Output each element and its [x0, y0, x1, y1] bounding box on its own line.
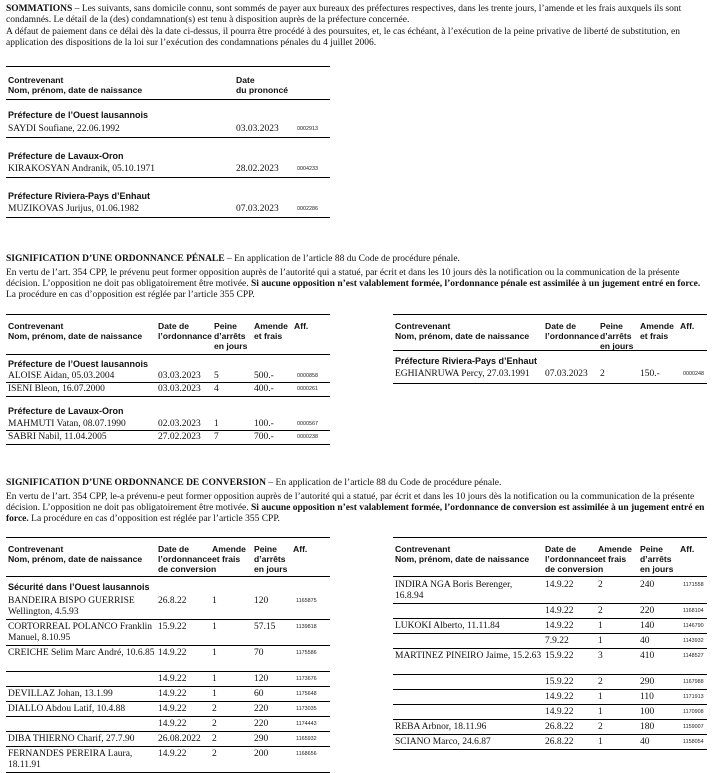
amende-value: 2 [598, 677, 603, 687]
date-ordonnance: 15.9.22 [158, 622, 187, 632]
aff-number: 1170908 [683, 709, 704, 715]
header-contrevenant: Contrevenant Nom, prénom, date de naissance [395, 544, 530, 564]
aff-number: 0000261 [297, 386, 318, 392]
aff-number: 0004233 [297, 166, 318, 172]
aff-number: 1165875 [296, 598, 317, 604]
date-ordonnance: 14.9.22 [545, 580, 574, 590]
date-ordonnance: 02.03.2023 [158, 419, 201, 429]
row-rule [393, 719, 707, 720]
amende-value: 150.- [640, 369, 660, 379]
conversion-title-line: SIGNIFICATION D’UNE ORDONNANCE DE CONVERSION – En application de l’article 88 du Code de procédure pénale. [6, 478, 502, 488]
amende-value: 500.- [254, 371, 274, 381]
contrevenant-name: CREICHE Selim Marc André, 10.6.85 [8, 648, 155, 658]
amende-value: 2 [212, 749, 217, 759]
header-peine: Peine d’arrêts en jours [214, 321, 248, 351]
contrevenant-name: MAHMUTI Vatan, 08.07.1990 [8, 419, 126, 429]
header-aff: Aff. [293, 544, 308, 554]
header-aff: Aff. [680, 321, 695, 331]
peine-value: 2 [600, 369, 605, 379]
prefecture-heading: Préfecture de Lavaux-Oron [8, 406, 124, 416]
header-amende: Amende et frais [254, 321, 288, 341]
prefecture-heading: Préfecture Riviera-Pays d’Enhaut [8, 191, 151, 201]
contrevenant-name: DIALLO Abdou Latif, 10.4.88 [8, 704, 126, 714]
penale-paragraph: En vertu de l’art. 354 CPP, le prévenu peut former opposition auprès de l’autorité qui a statué, par écrit et dans les 10 jours dès la notification ou la communication de la présente décision. L’opposition ne doit pas obligatoirement être motivée. Si aucune opposition n’est valablement formée, l’ordonnance pénale est assimilée à un jugement entré en force. La procédure en cas d’opposition est réglée par l’article 355 CPP. [6, 268, 701, 301]
date-ordonnance: 26.8.22 [545, 722, 574, 732]
date-ordonnance: 14.9.22 [545, 621, 574, 631]
contrevenant-name: EGHIANRUWA Percy, 27.03.1991 [395, 369, 530, 379]
header-aff: Aff. [294, 321, 309, 331]
sommations-paragraph: SOMMATIONS – Les suivants, sans domicile connu, sont sommés de payer aux bureaux des préfectures respectives, dans les trente jours, l’amende et les frais auxquels ils sont condamnés. Le détail de la (des) condamnation(s) est tenu à disposition auprès de la préfecture concernée. [6, 4, 682, 26]
amende-value: 1 [212, 622, 217, 632]
amende-value: 1 [598, 621, 603, 631]
amende-value: 1 [598, 737, 603, 747]
aff-number: 1158054 [683, 739, 704, 745]
peine-value: 1 [214, 419, 219, 429]
aff-number: 1167988 [683, 679, 704, 685]
aff-number: 1173035 [296, 706, 317, 712]
amende-value: 2 [212, 704, 217, 714]
row-rule [6, 444, 330, 445]
aff-number: 1139818 [296, 624, 317, 630]
row-rule [393, 734, 707, 735]
date-ordonnance: 07.03.2023 [545, 369, 588, 379]
header-date-ordonnance: Date de l’ordonnance [545, 321, 599, 341]
aff-number: 0002286 [297, 206, 318, 212]
aff-number: 0000238 [297, 434, 318, 440]
peine-value: 120 [254, 596, 269, 606]
peine-value: 220 [254, 704, 269, 714]
row-rule [6, 686, 330, 687]
table-rule [6, 66, 330, 67]
row-rule [393, 689, 707, 690]
row-rule [393, 633, 707, 634]
peine-value: 60 [254, 689, 264, 699]
conversion-title: SIGNIFICATION D’UNE ORDONNANCE DE CONVERSION [6, 478, 267, 488]
aff-number: 1175648 [296, 691, 317, 697]
peine-value: 40 [640, 636, 650, 646]
aff-number: 1174443 [296, 721, 317, 727]
table-rule [393, 537, 707, 538]
header-contrevenant: Contrevenant Nom, prénom, date de naissance [8, 544, 143, 564]
table-rule [393, 314, 707, 315]
row-rule [6, 716, 330, 717]
peine-value: 240 [640, 580, 655, 590]
amende-value: 2 [598, 722, 603, 732]
header-date-ordonnance: Date de l’ordonnance de conversion [545, 544, 604, 574]
peine-value: 290 [640, 677, 655, 687]
peine-value: 7 [214, 432, 219, 442]
aff-number: 0000858 [297, 373, 318, 379]
contrevenant-name: ISENI Bleon, 16.07.2000 [8, 384, 105, 394]
row-rule [6, 177, 330, 178]
aff-number: 1171913 [683, 694, 704, 700]
aff-number: 1143932 [683, 638, 704, 644]
date-ordonnance: 7.9.22 [545, 636, 569, 646]
date-ordonnance: 14.9.22 [545, 707, 574, 717]
table-rule [393, 350, 707, 351]
amende-value: 400.- [254, 384, 274, 394]
date-ordonnance: 14.9.22 [158, 749, 187, 759]
peine-value: 220 [640, 606, 655, 616]
aff-number: 1165932 [296, 736, 317, 742]
date-ordonnance: 14.9.22 [158, 689, 187, 699]
contrevenant-name: FERNANDES PEREIRA Laura, 18.11.91 [8, 749, 133, 770]
contrevenant-name: SAYDI Soufiane, 22.06.1992 [8, 124, 120, 134]
amende-value: 100.- [254, 419, 274, 429]
peine-value: 120 [254, 674, 269, 684]
prefecture-heading: Préfecture de Lavaux-Oron [8, 151, 124, 161]
header-amende: Amende et frais [212, 544, 246, 564]
contrevenant-name: LUKOKI Alberto, 11.11.84 [395, 621, 500, 631]
amende-value: 2 [598, 580, 603, 590]
row-rule [393, 648, 707, 649]
amende-value: 2 [212, 719, 217, 729]
table-rule [6, 354, 330, 355]
aff-number: 1173676 [296, 676, 317, 682]
aff-number: 1171558 [683, 582, 704, 588]
contrevenant-name: INDIRA NGA Boris Berenger, 16.8.94 [395, 580, 513, 601]
date-ordonnance: 03.03.2023 [158, 371, 201, 381]
row-rule [6, 619, 330, 620]
peine-value: 410 [640, 651, 655, 661]
peine-value: 180 [640, 722, 655, 732]
date-prononce: 03.03.2023 [236, 124, 279, 134]
amende-value: 700.- [254, 432, 274, 442]
date-ordonnance: 15.9.22 [545, 677, 574, 687]
aff-number: 1168104 [683, 608, 704, 614]
peine-value: 57.15 [254, 622, 276, 632]
peine-value: 140 [640, 621, 655, 631]
header-peine: Peine d’arrêts en jours [254, 544, 288, 574]
amende-value: 1 [212, 674, 217, 684]
aff-number: 1146790 [683, 623, 704, 629]
aff-number: 1175586 [296, 650, 317, 656]
aff-number: 1168656 [296, 751, 317, 757]
prefecture-heading: Sécurité dans l’Ouest lausannois [8, 582, 150, 592]
amende-value: 1 [212, 596, 217, 606]
date-ordonnance: 27.02.2023 [158, 432, 201, 442]
peine-value: 5 [214, 371, 219, 381]
header-aff: Aff. [680, 544, 695, 554]
sommations-paragraph-2: A défaut de paiement dans ce délai dès la date ci-dessus, il pourra être procédé à des poursuites, et, le cas échéant, à l’exécution de la peine privative de liberté de substitution, en application des dispositions de la loi sur l’exécution des condamnations pénales du 4 juillet 2006. [6, 27, 680, 49]
date-prononce: 07.03.2023 [236, 204, 279, 214]
row-rule [393, 618, 707, 619]
header-date: Date du prononcé [236, 75, 289, 95]
date-ordonnance: 26.8.22 [158, 596, 187, 606]
contrevenant-name: REBA Arbnor, 18.11.96 [395, 722, 487, 732]
header-amende: Amende et frais [598, 544, 632, 564]
row-rule [6, 396, 330, 397]
date-prononce: 28.02.2023 [236, 164, 279, 174]
contrevenant-name: MARTINEZ PINEIRO Jaime, 15.2.63 [395, 651, 542, 661]
row-rule [393, 704, 707, 705]
date-ordonnance: 15.9.22 [545, 651, 574, 661]
date-ordonnance: 14.9.22 [545, 692, 574, 702]
aff-number: 1159007 [683, 724, 704, 730]
peine-value: 100 [640, 707, 655, 717]
prefecture-heading: Préfecture de l’Ouest lausannois [8, 110, 149, 120]
peine-value: 220 [254, 719, 269, 729]
table-rule [6, 537, 330, 538]
table-rule [6, 314, 330, 315]
header-date-ordonnance: Date de l’ordonnance de conversion [158, 544, 217, 574]
penale-title-line: SIGNIFICATION D’UNE ORDONNANCE PÉNALE – En application de l’article 88 du Code de procédure pénale. [6, 254, 460, 264]
sommations-title: SOMMATIONS [6, 4, 73, 14]
table-rule [6, 576, 330, 577]
amende-value: 1 [598, 692, 603, 702]
row-rule [6, 645, 330, 646]
row-rule [6, 430, 330, 431]
header-date-ordonnance: Date de l’ordonnance [158, 321, 212, 341]
row-rule [6, 382, 330, 383]
penale-title: SIGNIFICATION D’UNE ORDONNANCE PÉNALE [6, 254, 225, 264]
contrevenant-name: CORTORREAL POLANCO Franklin Manuel, 8.10.95 [8, 622, 153, 643]
row-rule [6, 731, 330, 732]
header-contrevenant: Contrevenant Nom, prénom, date de naissance [8, 321, 143, 341]
row-rule [393, 749, 707, 750]
date-ordonnance: 14.9.22 [158, 704, 187, 714]
row-rule [393, 383, 707, 384]
row-rule [393, 603, 707, 604]
aff-number: 0000567 [297, 421, 318, 427]
date-ordonnance: 14.9.22 [158, 674, 187, 684]
amende-value: 2 [598, 606, 603, 616]
amende-value: 3 [598, 651, 603, 661]
header-amende: Amende et frais [640, 321, 674, 341]
row-rule [6, 701, 330, 702]
row-rule [393, 674, 707, 675]
prefecture-heading: Préfecture de l’Ouest lausannois [8, 359, 149, 369]
row-rule [6, 137, 330, 138]
peine-value: 200 [254, 749, 269, 759]
amende-value: 1 [212, 689, 217, 699]
header-contrevenant: Contrevenant Nom, prénom, date de naissance [8, 75, 143, 95]
contrevenant-name: DIBA THIERNO Charif, 27.7.90 [8, 734, 135, 744]
amende-value: 1 [598, 636, 603, 646]
date-ordonnance: 14.9.22 [158, 648, 187, 658]
aff-number: 0002913 [297, 126, 318, 132]
contrevenant-name: BANDEIRA BISPO GUERRISE Wellington, 4.5.93 [8, 596, 135, 617]
date-ordonnance: 03.03.2023 [158, 384, 201, 394]
contrevenant-name: DEVILLAZ Johan, 13.1.99 [8, 689, 113, 699]
aff-number: 0000248 [683, 371, 704, 377]
peine-value: 4 [214, 384, 219, 394]
row-rule [6, 746, 330, 747]
date-ordonnance: 26.8.22 [545, 737, 574, 747]
contrevenant-name: KIRAKOSYAN Andranik, 05.10.1971 [8, 164, 155, 174]
date-ordonnance: 14.9.22 [545, 606, 574, 616]
amende-value: 2 [212, 734, 217, 744]
header-peine: Peine d’arrêts en jours [600, 321, 634, 351]
row-rule [6, 671, 330, 672]
aff-number: 1148527 [683, 653, 704, 659]
peine-value: 40 [640, 737, 650, 747]
header-contrevenant: Contrevenant Nom, prénom, date de naissance [395, 321, 530, 341]
table-rule [393, 576, 707, 577]
date-ordonnance: 26.08.2022 [158, 734, 201, 744]
peine-value: 290 [254, 734, 269, 744]
prefecture-heading: Préfecture Riviera-Pays d’Enhaut [395, 356, 538, 366]
conversion-paragraph: En vertu de l’art. 354 CPP, le-a prévenu-e peut former opposition auprès de l’autorité qui a statué, par écrit et dans les 10 jours dès la notification ou la communication de la présente décision. L’opposition ne doit pas obligatoirement être motivée. Si aucune opposition n’est valablement formée, l’ordonnance de conversion est assimilée à un jugement entré en force. La procédure en cas d’opposition est réglée par l’article 355 CPP. [6, 492, 705, 525]
date-ordonnance: 14.9.22 [158, 719, 187, 729]
header-peine: Peine d’arrêts en jours [640, 544, 674, 574]
contrevenant-name: ALOISE Aidan, 05.03.2004 [8, 371, 115, 381]
peine-value: 70 [254, 648, 264, 658]
table-rule [6, 99, 330, 100]
contrevenant-name: SCIANO Marco, 24.6.87 [395, 737, 491, 747]
peine-value: 110 [640, 692, 654, 702]
amende-value: 1 [598, 707, 603, 717]
contrevenant-name: MUZIKOVAS Jurijus, 01.06.1982 [8, 204, 139, 214]
amende-value: 1 [212, 648, 217, 658]
contrevenant-name: SABRI Nabil, 11.04.2005 [8, 432, 107, 442]
row-rule [6, 217, 330, 218]
